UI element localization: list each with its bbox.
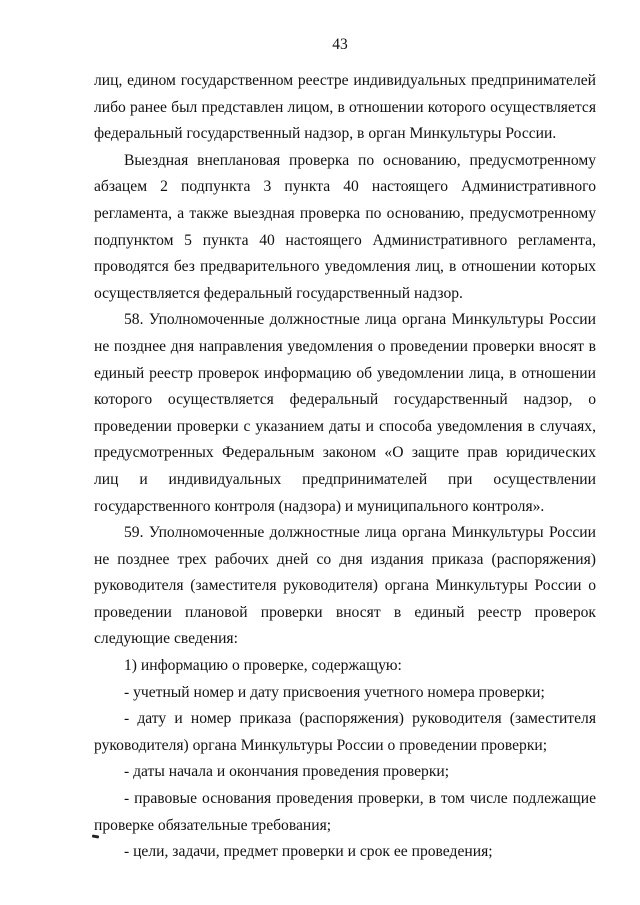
paragraph-unscheduled-inspection: Выездная внеплановая проверка по основанию, предусмотренному абзацем 2 подпункта 3 пункта 40 настоящего Административного регламента, а также выездная проверка по основанию, предусмотренному подпунктом 5 пункта 40 настоящего Административного регламента, проводятся без предварительного уведомления лиц, в отношении которых осуществляется федеральный государственный надзор. bbox=[94, 151, 596, 302]
paragraph-continuation: лиц, едином государственном реестре индивидуальных предпринимателей либо ранее был представлен лицом, в отношении которого осуществляется федеральный государственный надзор, в орган Минкультуры России. bbox=[94, 72, 596, 143]
list-item-legal-grounds: - правовые основания проведения проверки, в том числе подлежащие проверке обязательные требования; bbox=[94, 790, 596, 834]
list-item-1: 1) информацию о проверке, содержащую: bbox=[124, 657, 402, 675]
paragraph-58: 58. Уполномоченные должностные лица органа Минкультуры России не позднее дня направления уведомления о проведении проверки вносят в единый реестр проверок информацию об уведомлении лица, в отношении которого осуществляется федеральный государственный надзор, о проведении проверки с указанием даты и способа уведомления в случаях, предусмотренных Федеральным законом «О защите прав юридических лиц и индивидуальных предпринимателей при осуществлении государственного контроля (надзора) и муниципального контроля». bbox=[94, 311, 596, 515]
list-item-dates: - даты начала и окончания проведения проверки; bbox=[124, 763, 450, 781]
list-item-order: - дату и номер приказа (распоряжения) руководителя (заместителя руководителя) органа Минкультуры России о проведении проверки; bbox=[94, 710, 596, 754]
scan-mark bbox=[92, 834, 99, 838]
list-item-record-number: - учетный номер и дату присвоения учетного номера проверки; bbox=[124, 683, 545, 701]
list-item-goals: - цели, задачи, предмет проверки и срок ее проведения; bbox=[124, 843, 493, 861]
page-number: 43 bbox=[332, 36, 348, 53]
paragraph-59: 59. Уполномоченные должностные лица органа Минкультуры России не позднее трех рабочих дней со дня издания приказа (распоряжения) руководителя (заместителя руководителя) органа Минкультуры России о проведении плановой проверки вносят в единый реестр проверок следующие сведения: bbox=[94, 524, 596, 648]
